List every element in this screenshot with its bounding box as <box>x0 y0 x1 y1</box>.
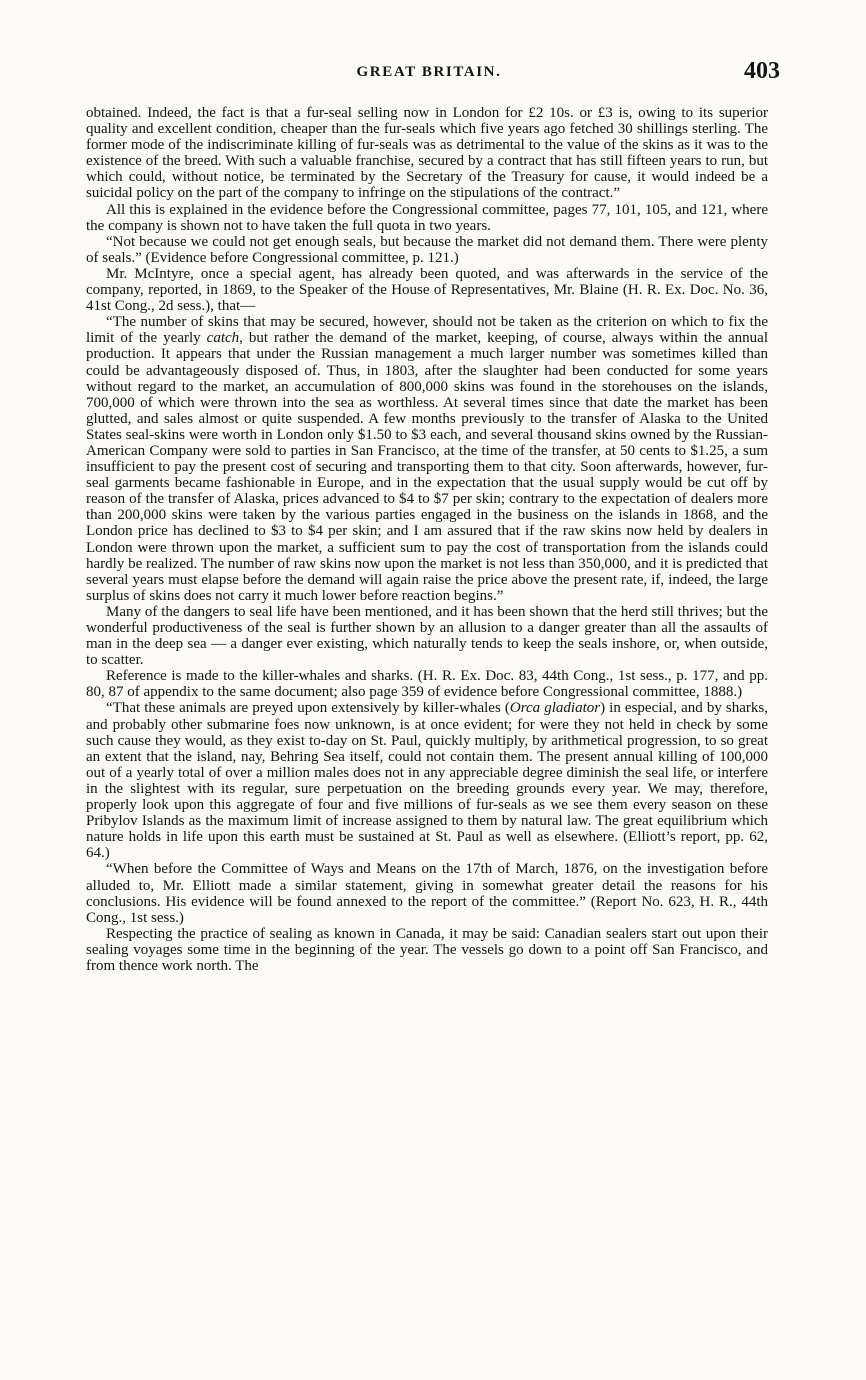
paragraph-4: Mr. McIntyre, once a special agent, has already been quoted, and was afterwards in the service of the company, reported, in 1869, to the Speaker of the House of Representatives, Mr. Blaine (H. R. Ex. Doc. No. 36, 41st Cong., 2d sess.), that— <box>86 265 768 315</box>
running-title: GREAT BRITAIN. <box>356 64 502 80</box>
page-number: 403 <box>744 58 780 84</box>
paragraph-3: “Not because we could not get enough seals, but because the market did not demand them. There were plenty of seals.” (Evidence before Congressional committee, p. 121.) <box>86 233 768 266</box>
paragraph-7: Reference is made to the killer-whales and sharks. (H. R. Ex. Doc. 83, 44th Cong., 1st sess., p. 177, and pp. 80, 87 of appendix to the same document; also page 359 of evidence before Congressional committee, 1888.) <box>86 668 768 701</box>
paragraph-5: “The number of skins that may be secured, however, should not be taken as the criterion on which to fix the limit of the yearly catch, but rather the demand of the market, keeping, of course, always within the annual production. It appears that under the Russian management a much larger number was sometimes killed than could be advantageously disposed of. Thus, in 1803, after the slaughter had been conducted for some years without regard to the market, an accumulation of 800,000 skins was found in the storehouses on the islands, 700,000 of which were thrown into the sea as worthless. At several times since that date the market has been glutted, and sales almost or quite suspended. A few months previously to the transfer of Alaska to the United States seal-skins were worth in London only $1.50 to $3 each, and several thousand skins owned by the Russian-American Company were sold to parties in San Francisco, at the time of the transfer, at 50 cents to $1.25, a sum insufficient to pay the present cost of securing and transporting them to that city. Soon afterwards, however, fur-seal garments became fashionable in Europe, and in the expectation that the usual supply would be cut off by reason of the transfer of Alaska, prices advanced to $4 to $7 per skin; contrary to the expectation of dealers more than 200,000 skins were taken by the various parties engaged in the business on the islands in 1868, and the London price has declined to $3 to $4 per skin; and I am assured that if the raw skins now held by dealers in London were thrown upon the market, a sufficient sum to pay the cost of transportation from the islands could hardly be realized. The number of raw skins now upon the market is not less than 350,000, and it is predicted that several years must elapse before the demand will again raise the price above the present rate, if, indeed, the large surplus of skins does not carry it much lower before reaction begins.” <box>86 314 769 604</box>
paragraph-10: Respecting the practice of sealing as known in Canada, it may be said: Canadian sealers start out upon their sealing voyages some time in the beginning of the year. The vessels go down to a point off San Francisco, and from thence work north. The <box>86 925 768 974</box>
paragraph-1: obtained. Indeed, the fact is that a fur-seal selling now in London for £2 10s. or £3 is, owing to its superior quality and excellent condition, cheaper than the fur-seals which five years ago fetched 30 shillings sterling. The former mode of the indiscriminate killing of fur-seals was as detrimental to the value of the skins as it was to the existence of the breed. With such a valuable franchise, secured by a contract that has still fifteen years to run, but which could, without notice, be terminated by the Secretary of the Treasury for cause, it would indeed be a suicidal policy on the part of the company to infringe on the stipulations of the contract.” <box>86 105 768 202</box>
body-text <box>86 105 768 974</box>
page-header <box>86 58 780 88</box>
paragraph-6: Many of the dangers to seal life have been mentioned, and it has been shown that the herd still thrives; but the wonderful productiveness of the seal is further shown by an allusion to a danger greater than all the assaults of man in the deep sea — a danger ever existing, which naturally tends to keep the seals inshore, or, when outside, to scatter. <box>86 603 768 669</box>
paragraph-2: All this is explained in the evidence before the Congressional committee, pages 77, 101, 105, and 121, where the company is shown not to have taken the full quota in two years. <box>86 201 768 234</box>
paragraph-9: “When before the Committee of Ways and Means on the 17th of March, 1876, on the investigation before alluded to, Mr. Elliott made a similar statement, giving in somewhat greater detail the reasons for his conclusions. His evidence will be found annexed to the report of the committee.” (Report No. 623, H. R., 44th Cong., 1st sess.) <box>86 861 768 926</box>
paragraph-8: “That these animals are preyed upon extensively by killer-whales (Orca gladiator) in especial, and by sharks, and probably other submarine foes now unknown, is at once evident; for were they not held in check by some such cause they would, as they exist to-day on St. Paul, quickly multiply, by arithmetical progression, to so great an extent that the island, nay, Behring Sea itself, could not contain them. The present annual killing of 100,000 out of a yearly total of over a million males does not in any appreciable degree diminish the seal life, or interfere in the slightest with its regular, sure perpetuation on the breeding grounds every year. We may, therefore, properly look upon this aggregate of four and five millions of fur-seals as we see them every season on these Pribylov Islands as the maximum limit of increase assigned to them by natural law. The great equilibrium which nature holds in life upon this earth must be sustained at St. Paul as well as elsewhere. (Elliott’s report, pp. 62, 64.) <box>86 700 768 862</box>
